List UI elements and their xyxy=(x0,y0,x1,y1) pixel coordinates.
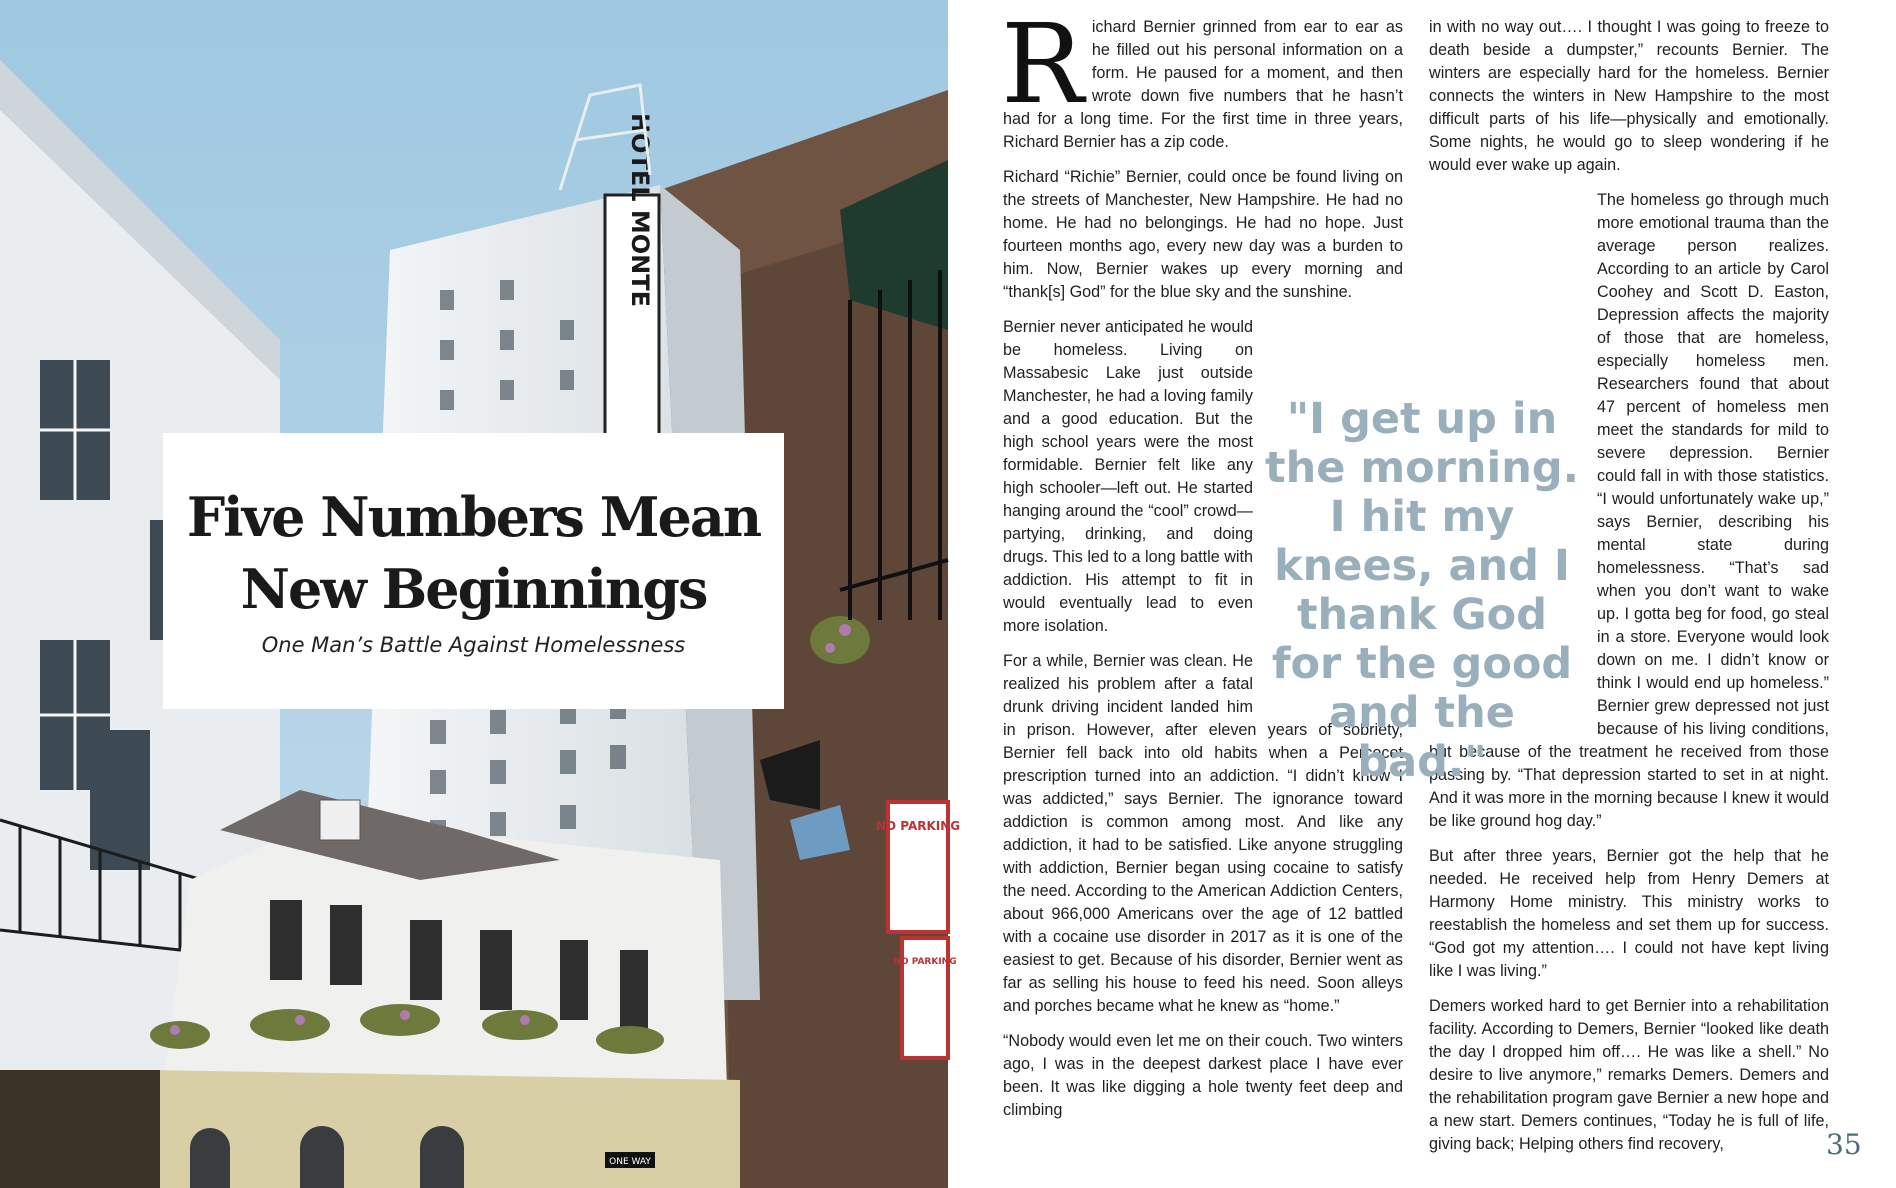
paragraph: Demers worked hard to get Bernier into a rehabilitation facility. According to Demers, Bernier “looked like death the day I dropped him off…. He was like a shell.” No desire to live anymore,” remarks Demers. Demers and the rehabilitation program gave Bernier a new hope and a new start. Demers continues, “Today he is full of life, giving back; Helping others find recovery, xyxy=(1429,997,1829,1153)
page-number: 35 xyxy=(1826,1128,1862,1161)
svg-text:NO PARKING: NO PARKING xyxy=(875,819,961,833)
hotel-sign-text: HOTEL MONTE xyxy=(626,112,654,308)
article-title: Five Numbers Mean New Beginnings xyxy=(186,485,761,621)
paragraph: “Nobody would even let me on their couch. Two winters ago, I was in the deepest darkest place I have ever been. It was like digging a hole twenty feet deep and climbing xyxy=(1003,1032,1403,1119)
paragraph: Richard Bernier grinned from ear to ear as he filled out his personal information on a form. He paused for a moment, and then wrote down five numbers that he hasn’t had for a long time. For the first time in three years, Richard Bernier has a zip code. xyxy=(1001,0,1403,151)
drop-cap: R xyxy=(1001,0,1084,128)
svg-text:ONE WAY: ONE WAY xyxy=(609,1157,651,1167)
paragraph: But after three years, Bernier got the help that he needed. He received help from Henry Demers at Harmony Home ministry. This ministry works to reestablish the homeless and set them up for success. “God got my attention…. I could not have kept living like I was living.” xyxy=(1429,847,1829,980)
paragraph: Bernier never anticipated he would be homeless. Living on Massabesic Lake just outside Manchester, he had a loving family and a good education. But the high school years were the most formidable. Bernier felt like any high schooler—left out. He started hanging around the “cool” crowd—partying, drinking, and doing drugs. This led to a long battle with addiction. His attempt to fit in would eventually lead to even more isolation. xyxy=(1003,318,1253,635)
title-card xyxy=(163,433,784,709)
paragraph: in with no way out…. I thought I was going to freeze to death beside a dumpster,” recounts Bernier. The winters are especially hard for the homeless. Bernier connects the winters in New Hampshire to the most difficult parts of his life—physically and emotionally. Some nights, he would go to sleep wondering if he would ever wake up again. xyxy=(1429,18,1829,174)
paragraph: Richard “Richie” Bernier, could once be found living on the streets of Manchester, New Hampshire. He had no home. He had no belongings. He had no hope. Just fourteen months ago, every new day was a burden to him. Now, Bernier wakes up every morning and “thank[s] God” for the blue sky and the sunshine. xyxy=(1003,168,1403,301)
article-subtitle: One Man’s Battle Against Homelessness xyxy=(261,633,686,657)
paragraph: For a while, Bernier was clean. He realized his problem after a fatal drunk driving incident landed him in prison. However, after eleven years of sobriety, Bernier fell back into old habits when a Percocet prescription turned into an addiction. “I didn’t know I was addicted,” says Bernier. The ignorance toward addiction is common among most. And like any addiction, it had to be satisfied. Like anyone struggling with addiction, Bernier began using cocaine to satisfy the need. According to the American Addiction Centers, about 966,000 Americans over the age of 12 battled with a cocaine use disorder in 2017 as it is one of the easiest to get. Because of his disorder, Bernier went as far as selling his house to feed his need. Soon alleys and porches became what he knew as “home.” xyxy=(1003,652,1403,1015)
no-parking-sign-2 xyxy=(902,938,948,1058)
svg-text:HOTEL MONTE xyxy=(626,113,654,307)
pull-quote: "I get up in the morning. I hit my knees, and I thank God for the good and the bad." xyxy=(1265,394,1579,787)
paragraph: The homeless go through much more emotional trauma than the average person realizes. According to an article by Carol Coohey and Scott D. Easton, Depression affects the majority of those that are homeless, especially homeless men. Researchers found that about 47 percent of homeless men meet the standards for mild to severe depression. Bernier could fall in with those statistics. “I would unfortunately wake up,” says Bernier, describing his mental state during homelessness. “That’s sad when you don’t want to wake up. I gotta beg for food, go steal in a store. Everyone would look down on me. I didn’t know or think I would end up homeless.” Bernier grew depressed not just because of his living conditions, but because of the treatment he received from those passing by. “That depression started to set in at night. And it was more in the morning because I knew it would be like ground hog day.” xyxy=(1429,191,1829,830)
svg-text:NO PARKING: NO PARKING xyxy=(893,957,957,967)
